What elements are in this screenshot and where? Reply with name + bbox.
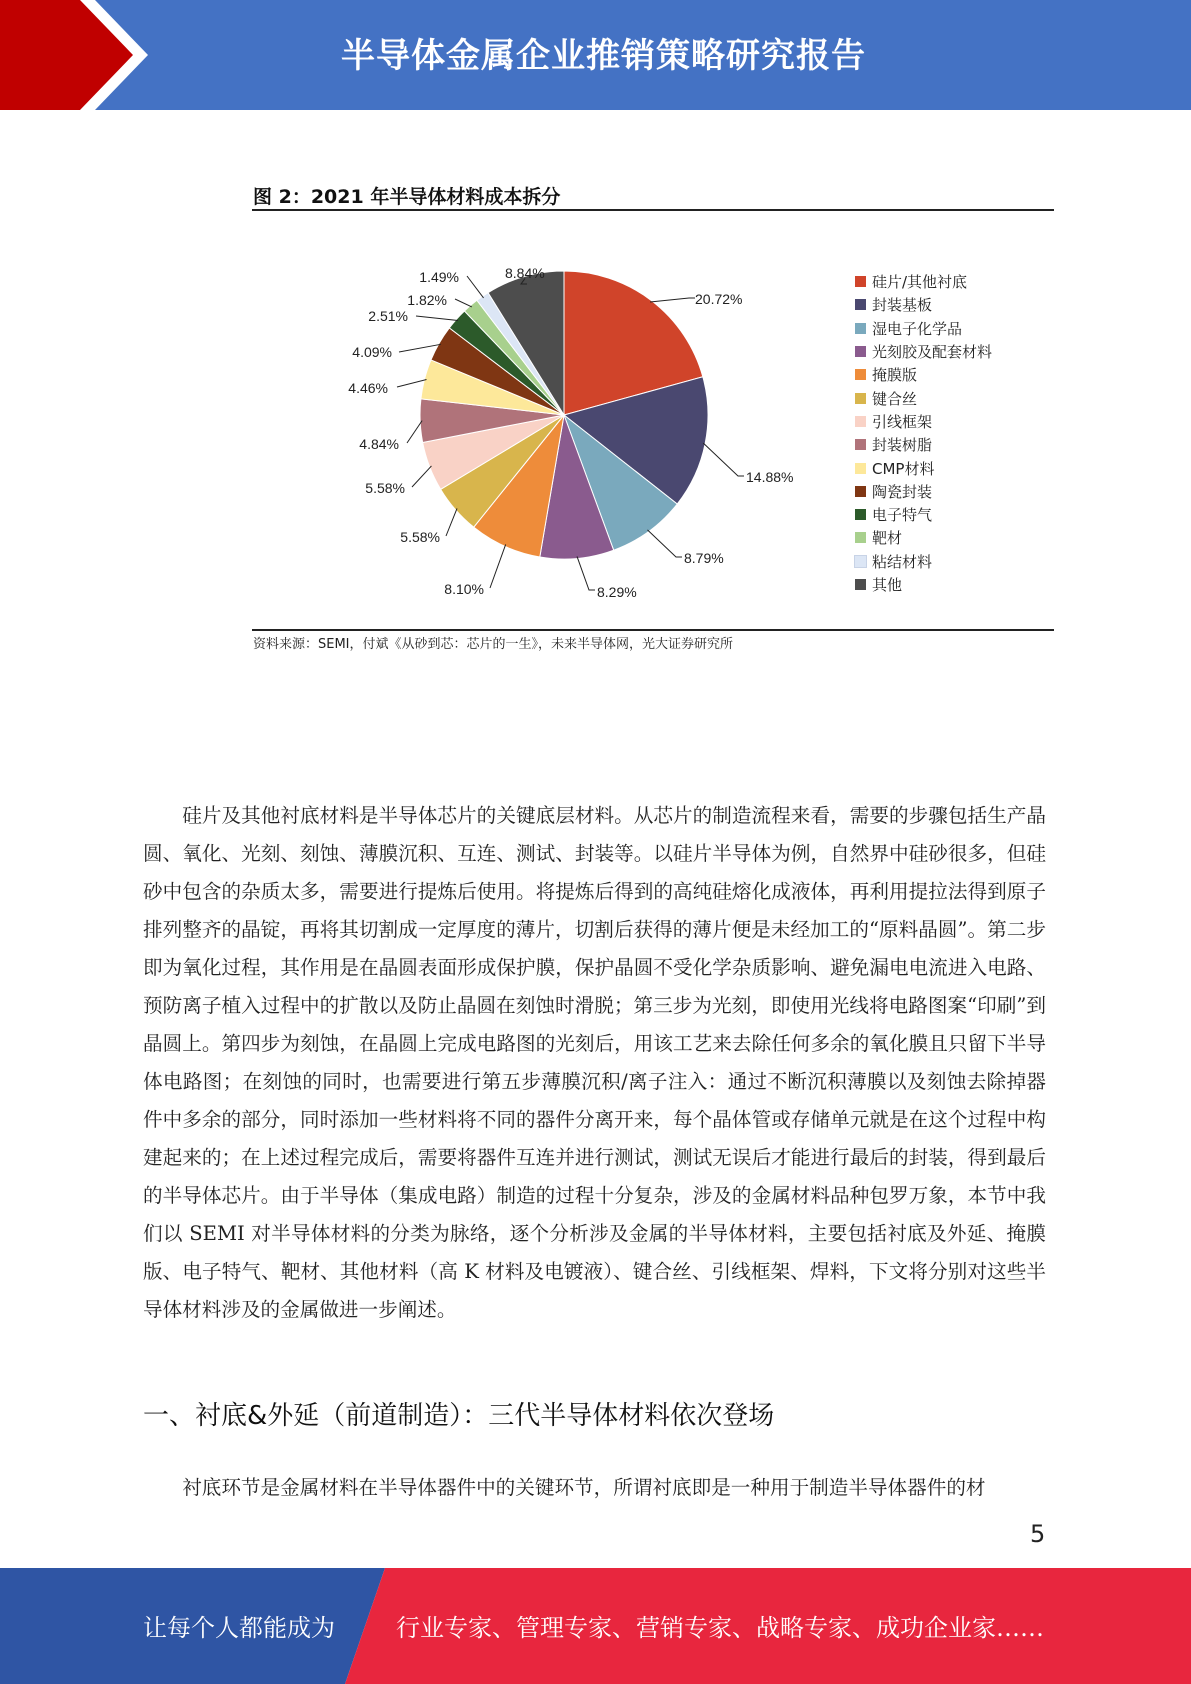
pie-data-label: 20.72% bbox=[695, 291, 743, 307]
legend-item bbox=[855, 386, 992, 409]
legend-swatch bbox=[855, 463, 866, 474]
legend-item bbox=[855, 503, 992, 526]
figure-title: 图 2：2021 年半导体材料成本拆分 bbox=[253, 186, 561, 208]
pie-leader-line bbox=[703, 443, 744, 476]
legend-label: 光刻胶及配套材料 bbox=[872, 343, 993, 362]
legend-swatch bbox=[855, 276, 866, 287]
figure-source-note: 资料来源：SEMI，付斌《从砂到芯：芯片的一生》，未来半导体网，光大证券研究所 bbox=[253, 637, 734, 652]
legend-item bbox=[855, 317, 992, 340]
page-number: 5 bbox=[1030, 1520, 1046, 1548]
figure-top-rule bbox=[252, 209, 1054, 211]
legend-label: 电子特气 bbox=[872, 506, 933, 525]
pie-data-label: 4.46% bbox=[348, 380, 388, 396]
legend-label: 键合丝 bbox=[872, 389, 918, 408]
legend-label: 靶材 bbox=[872, 529, 903, 548]
legend-label: 掩膜版 bbox=[872, 366, 918, 385]
legend-item bbox=[855, 363, 992, 386]
legend-label: 封装基板 bbox=[872, 296, 933, 315]
figure-bottom-rule bbox=[252, 629, 1054, 631]
pie-data-label: 8.84% bbox=[505, 265, 545, 281]
legend-swatch bbox=[855, 346, 866, 357]
legend-item bbox=[855, 573, 992, 596]
pie-leader-line bbox=[412, 466, 431, 487]
footer-slogan-right: 行业专家、管理专家、营销专家、战略专家、成功企业家…… bbox=[396, 1614, 1044, 1642]
legend-label: CMP材料 bbox=[872, 459, 935, 478]
report-title: 半导体金属企业推销策略研究报告 bbox=[341, 36, 866, 76]
legend-swatch bbox=[855, 393, 866, 404]
legend-label: 粘结材料 bbox=[872, 552, 933, 571]
legend-item bbox=[855, 480, 992, 503]
legend-swatch bbox=[855, 556, 866, 567]
pie-leader-line bbox=[490, 544, 506, 588]
footer-slogan-left: 让每个人都能成为 bbox=[143, 1614, 335, 1642]
legend-item bbox=[855, 410, 992, 433]
legend-item bbox=[855, 526, 992, 549]
pie-leader-line bbox=[416, 316, 458, 320]
legend-swatch bbox=[855, 299, 866, 310]
pie-leader-line bbox=[407, 421, 422, 443]
pie-leader-line bbox=[577, 556, 595, 590]
legend-item bbox=[855, 433, 992, 456]
pie-leader-line bbox=[446, 508, 457, 536]
pie-data-label: 4.84% bbox=[359, 436, 399, 452]
pie-leader-line bbox=[467, 276, 484, 298]
legend-item bbox=[855, 456, 992, 479]
chart-legend bbox=[855, 270, 992, 596]
pie-data-label: 4.09% bbox=[352, 344, 392, 360]
legend-label: 引线框架 bbox=[872, 412, 933, 431]
legend-swatch bbox=[855, 532, 866, 543]
legend-item bbox=[855, 293, 992, 316]
body-paragraph-2: 衬底环节是金属材料在半导体器件中的关键环节，所谓衬底即是一种用于制造半导体器件的材 bbox=[182, 1476, 986, 1499]
legend-swatch bbox=[855, 323, 866, 334]
legend-swatch bbox=[855, 439, 866, 450]
legend-label: 硅片/其他衬底 bbox=[872, 273, 968, 292]
section-heading: 一、衬底&外延（前道制造）：三代半导体材料依次登场 bbox=[143, 1401, 775, 1431]
legend-label: 湿电子化学品 bbox=[872, 319, 963, 338]
pie-data-label: 1.49% bbox=[419, 269, 459, 285]
pie-leader-line bbox=[650, 298, 695, 302]
legend-swatch bbox=[855, 416, 866, 427]
pie-leader-line bbox=[455, 299, 472, 307]
legend-label: 陶瓷封装 bbox=[872, 482, 933, 501]
pie-data-label: 8.29% bbox=[597, 584, 637, 600]
legend-swatch bbox=[855, 509, 866, 520]
pie-data-label: 5.58% bbox=[365, 480, 405, 496]
legend-label: 其他 bbox=[872, 576, 903, 594]
pie-leader-line bbox=[397, 380, 427, 387]
legend-item bbox=[855, 340, 992, 363]
pie-slices bbox=[420, 271, 708, 559]
legend-swatch bbox=[855, 486, 866, 497]
pie-data-label: 8.10% bbox=[444, 581, 484, 597]
pie-leader-line bbox=[647, 530, 682, 557]
legend-label: 封装树脂 bbox=[872, 436, 933, 455]
pie-data-label: 2.51% bbox=[368, 308, 408, 324]
pie-data-label: 14.88% bbox=[746, 469, 794, 485]
body-paragraph-1: 硅片及其他衬底材料是半导体芯片的关键底层材料。从芯片的制造流程来看，需要的步骤包括生产晶圆、氧化、光刻、刻蚀、薄膜沉积、互连、测试、封装等。以硅片半导体为例，自然界中硅砂很多，但硅砂中包含的杂质太多，需要进行提炼后使用。将提炼后得到的高纯硅熔化成液体，再利用提拉法得到原子排列整齐的晶锭，再将其切割成一定厚度的薄片，切割后获得的薄片便是未经加工的“原料晶圆”。第二步即为氧化过程，其作用是在晶圆表面形成保护膜，保护晶圆不受化学杂质影响、避免漏电电流进入电路、预防离子植入过程中的扩散以及防止晶圆在刻蚀时滑脱；第三步为光刻，即使用光线将电路图案“印刷”到晶圆上。第四步为刻蚀，在晶圆上完成电路图的光刻后，用该工艺来去除任何多余的氧化膜且只留下半导体电路图；在刻蚀的同时，也需要进行第五步薄膜沉积/离子注入：通过不断沉积薄膜以及刻蚀去除掉器件中多余的部分，同时添加一些材料将不同的器件分离开来，每个晶体管或存储单元就是在这个过程中构建起来的；在上述过程完成后，需要将器件互连并进行测试，测试无误后才能进行最后的封装，得到最后的半导体芯片。由于半导体（集成电路）制造的过程十分复杂，涉及的金属材料品种包罗万象，本节中我们以 SEMI 对半导体材料的分类为脉络，逐个分析涉及金属的半导体材料，主要包括衬底及外延、掩膜版、电子特气、靶材、其他材料（高 K 材料及电镀液）、键合丝、引线框架、焊料，下文将分别对这些半导体材料涉及的金属做进一步阐述。 bbox=[143, 804, 1046, 1321]
pie-chart bbox=[252, 212, 852, 627]
pie-data-label: 5.58% bbox=[400, 529, 440, 545]
page-header bbox=[0, 0, 1191, 110]
legend-swatch bbox=[855, 369, 866, 380]
pie-data-label: 1.82% bbox=[407, 292, 447, 308]
legend-swatch bbox=[855, 579, 866, 590]
page-footer bbox=[0, 1568, 1191, 1684]
pie-data-label: 8.79% bbox=[684, 550, 724, 566]
legend-item bbox=[855, 270, 992, 293]
legend-item bbox=[855, 550, 992, 573]
